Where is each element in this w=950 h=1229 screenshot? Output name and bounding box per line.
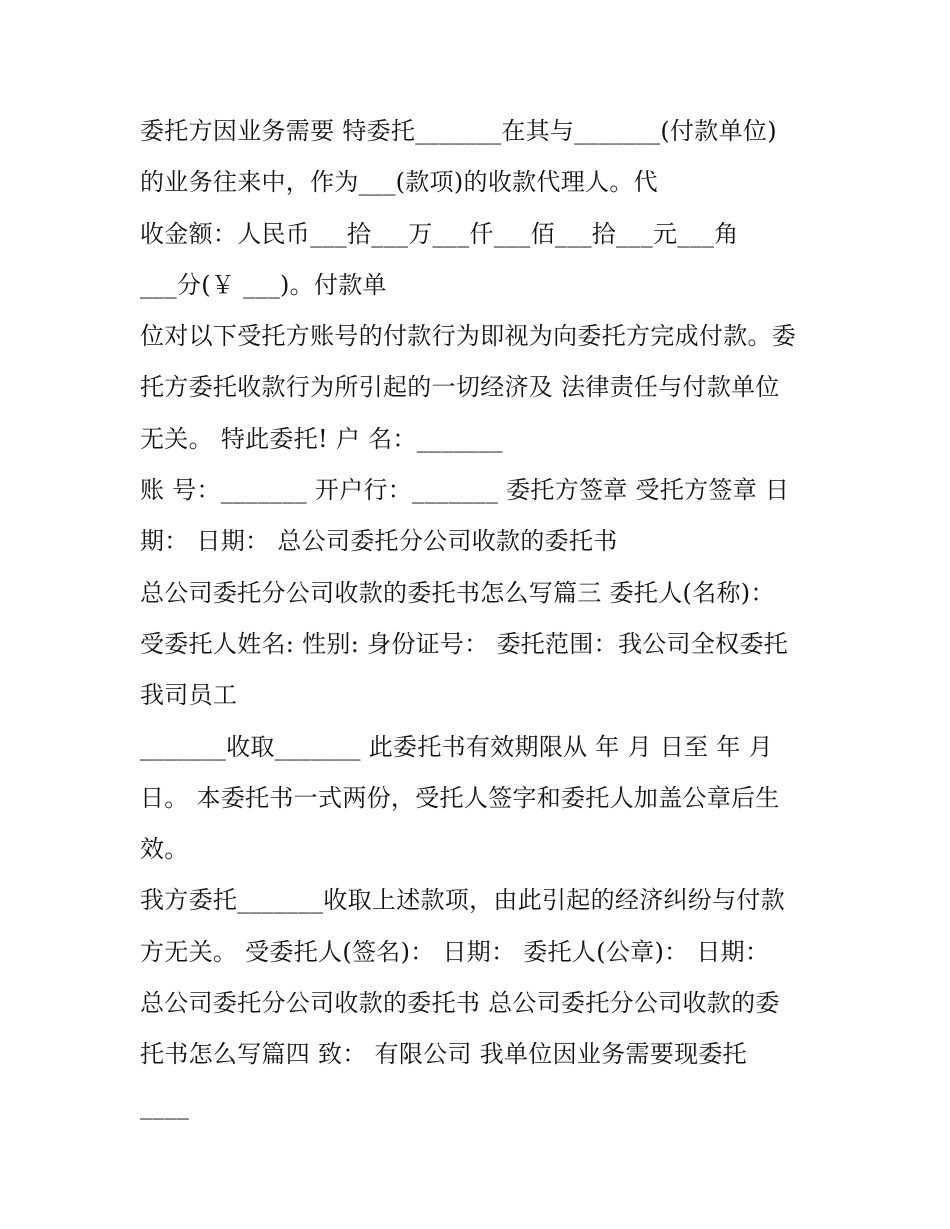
text-line: 总公司委托分公司收款的委托书 总公司委托分公司收款的委 bbox=[140, 989, 780, 1018]
text-line: 方无关。 受委托人(签名)： 日期： 委托人(公章)： 日期： bbox=[140, 937, 770, 966]
text-line: 我方委托_______收取上述款项，由此引起的经济纠纷与付款 bbox=[140, 886, 785, 915]
text-line: 我司员工 bbox=[140, 681, 238, 710]
text-line: 的业务往来中，作为___(款项)的收款代理人。代 bbox=[140, 168, 658, 197]
text-line: 托书怎么写篇四 致： 有限公司 我单位因业务需要现委托 bbox=[140, 1040, 747, 1069]
text-line: 托方委托收款行为所引起的一切经济及 法律责任与付款单位 bbox=[140, 373, 780, 402]
text-line: 效。 bbox=[140, 835, 189, 864]
text-line: 收金额：人民币___拾___万___仟___佰___拾___元___角 bbox=[140, 219, 739, 248]
text-line: 日。 本委托书一式两份，受托人签字和委托人加盖公章后生 bbox=[140, 783, 780, 812]
text-line: 受委托人姓名: 性别: 身份证号： 委托范围：我公司全权委托 bbox=[140, 629, 789, 658]
text-line: 位对以下受托方账号的付款行为即视为向委托方完成付款。委 bbox=[140, 322, 797, 351]
text-line: 委托方因业务需要 特委托_______在其与_______(付款单位) bbox=[140, 117, 777, 145]
text-line: 账 号：_______ 开户行：_______ 委托方签章 受托方签章 日 bbox=[140, 476, 790, 505]
text-line: _______收取_______ 此委托书有效期限从 年 月 日至 年 月 bbox=[140, 732, 773, 761]
document-body bbox=[140, 106, 840, 1132]
text-line: 无关。 特此委托! 户 名：_______ bbox=[140, 424, 503, 453]
text-line: 期： 日期： 总公司委托分公司收款的委托书 bbox=[140, 527, 618, 556]
text-line: ___分(￥ ___)。付款单 bbox=[140, 270, 387, 299]
text-line: 总公司委托分公司收款的委托书怎么写篇三 委托人(名称)： bbox=[140, 578, 775, 607]
text-line: ____ bbox=[140, 1091, 190, 1120]
